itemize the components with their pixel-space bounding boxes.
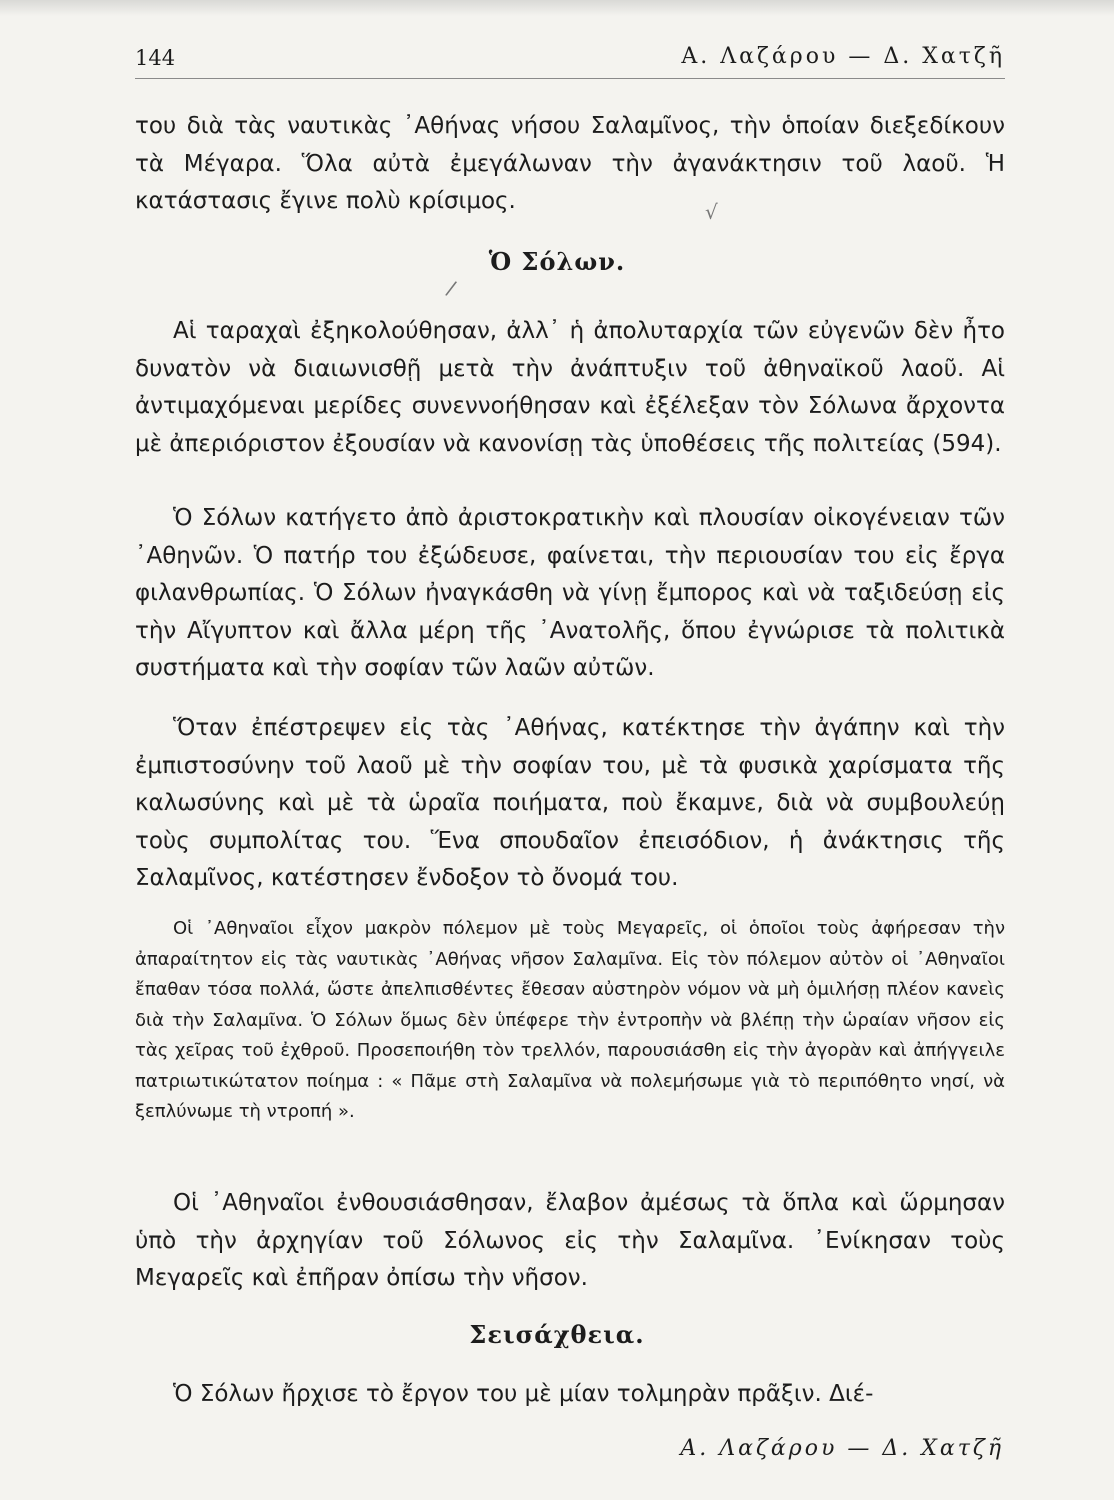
paragraph-2: Αἱ ταραχαὶ ἐξηκολούθησαν, ἀλλ᾿ ἡ ἀπολυταρχία τῶν εὐγενῶν δὲν ἦτο δυνατὸν νὰ διαιωνισθῇ μετὰ τὴν ἀνάπτυξιν τοῦ ἀθηναϊκοῦ λαοῦ. Αἱ ἀντιμαχόμεναι μερίδες συνεννοήθησαν καὶ ἐξέλεξαν τὸν Σόλωνα ἄρχοντα μὲ ἀπεριόριστον ἐξουσίαν νὰ κανονίσῃ τὰς ὑποθέσεις τῆς πολιτείας (594).	[135, 318, 1005, 457]
running-foot: Α. Λαζάρου — Δ. Χατζῆ	[680, 1436, 1004, 1461]
page-edge-shadow	[0, 0, 1114, 16]
running-head: Α. Λαζάρου — Δ. Χατζῆ	[681, 44, 1005, 69]
paragraph-3: Ὁ Σόλων κατήγετο ἀπὸ ἀριστοκρατικὴν καὶ πλουσίαν οἰκογένειαν τῶν ᾿Αθηνῶν. Ὁ πατήρ του ἐξώδευσε, φαίνεται, τὴν περιουσίαν του εἰς ἔργα φιλανθρωπίας. Ὁ Σόλων ἠναγκάσθη νὰ γίνῃ ἔμπορος καὶ νὰ ταξιδεύσῃ εἰς τὴν Αἴγυπτον καὶ ἄλλα μέρη τῆς ᾿Ανατολῆς, ὅπου ἐγνώρισε τὰ πολιτικὰ συστήματα καὶ τὴν σοφίαν τῶν λαῶν αὐτῶν.	[135, 505, 1005, 681]
paragraph-4: Ὅταν ἐπέστρεψεν εἰς τὰς ᾿Αθήνας, κατέκτησε τὴν ἀγάπην καὶ τὴν ἐμπιστοσύνην τοῦ λαοῦ μὲ τὴν σοφίαν του, μὲ τὰ φυσικὰ χαρίσματα τῆς καλωσύνης καὶ μὲ τὰ ὡραῖα ποιήματα, ποὺ ἔκαμνε, διὰ νὰ συμβουλεύῃ τοὺς συμπολίτας του. Ἕνα σπουδαῖον ἐπεισόδιον, ἡ ἀνάκτησις τῆς Σαλαμῖνος, κατέστησεν ἔνδοξον τὸ ὄνομά του.	[135, 715, 1005, 891]
pencil-stroke-mark-icon: /	[444, 275, 459, 301]
footnote-text: Οἱ ᾿Αθηναῖοι εἶχον μακρὸν πόλεμον μὲ τοὺς Μεγαρεῖς, οἱ ὁποῖοι τοὺς ἀφήρεσαν τὴν ἀπαραίτητον εἰς τὰς ναυτικὰς ᾿Αθήνας νῆσον Σαλαμῖνα. Εἰς τὸν πόλεμον αὐτὸν οἱ ᾿Αθηναῖοι ἔπαθαν τόσα πολλά, ὥστε ἀπελπισθέντες ἔθεσαν αὐστηρὸν νόμον νὰ μὴ ὁμιλήσῃ πλέον κανεὶς διὰ τὴν Σαλαμῖνα. Ὁ Σόλων ὅμως δὲν ὑπέφερε τὴν ἐντροπὴν νὰ βλέπῃ τὴν ὡραίαν νῆσον εἰς τὰς χεῖρας τοῦ ἐχθροῦ. Προσεποιήθη τὸν τρελλόν, παρουσιάσθη εἰς τὴν ἀγορὰν καὶ ἀπήγγειλε πατριωτικώτατον ποίημα : « Πᾶμε στὴ Σαλαμῖνα νὰ πολεμήσωμε γιὰ τὸ περιπόθητο νησί, νὰ ξεπλύνωμε τὴ ντροπή ».	[135, 918, 1005, 1122]
page-header	[135, 44, 1005, 79]
section-heading-solon: Ὁ Σόλων.	[488, 247, 626, 276]
paragraph-1: του διὰ τὰς ναυτικὰς ᾿Αθήνας νήσου Σαλαμῖνος, τὴν ὁποίαν διεξεδίκουν τὰ Μέγαρα. Ὅλα αὐτὰ ἐμεγάλωναν τὴν ἀγανάκτησιν τοῦ λαοῦ. Ἡ κατάστασις ἔγινε πολὺ κρίσιμος.	[135, 113, 1005, 214]
page-number: 144	[135, 46, 176, 70]
section-heading-seisachtheia: Σεισάχθεια.	[469, 1320, 645, 1349]
pencil-check-mark-icon: √	[705, 200, 718, 224]
paragraph-6: Ὁ Σόλων ἤρχισε τὸ ἔργον του μὲ μίαν τολμηρὰν πρᾶξιν. Διέ-	[173, 1381, 874, 1407]
paragraph-5: Οἱ ᾿Αθηναῖοι ἐνθουσιάσθησαν, ἔλαβον ἀμέσως τὰ ὅπλα καὶ ὥρμησαν ὑπὸ τὴν ἀρχηγίαν τοῦ Σόλωνος εἰς τὴν Σαλαμῖνα. ᾿Ενίκησαν τοὺς Μεγαρεῖς καὶ ἐπῆραν ὀπίσω τὴν νῆσον.	[135, 1190, 1005, 1291]
